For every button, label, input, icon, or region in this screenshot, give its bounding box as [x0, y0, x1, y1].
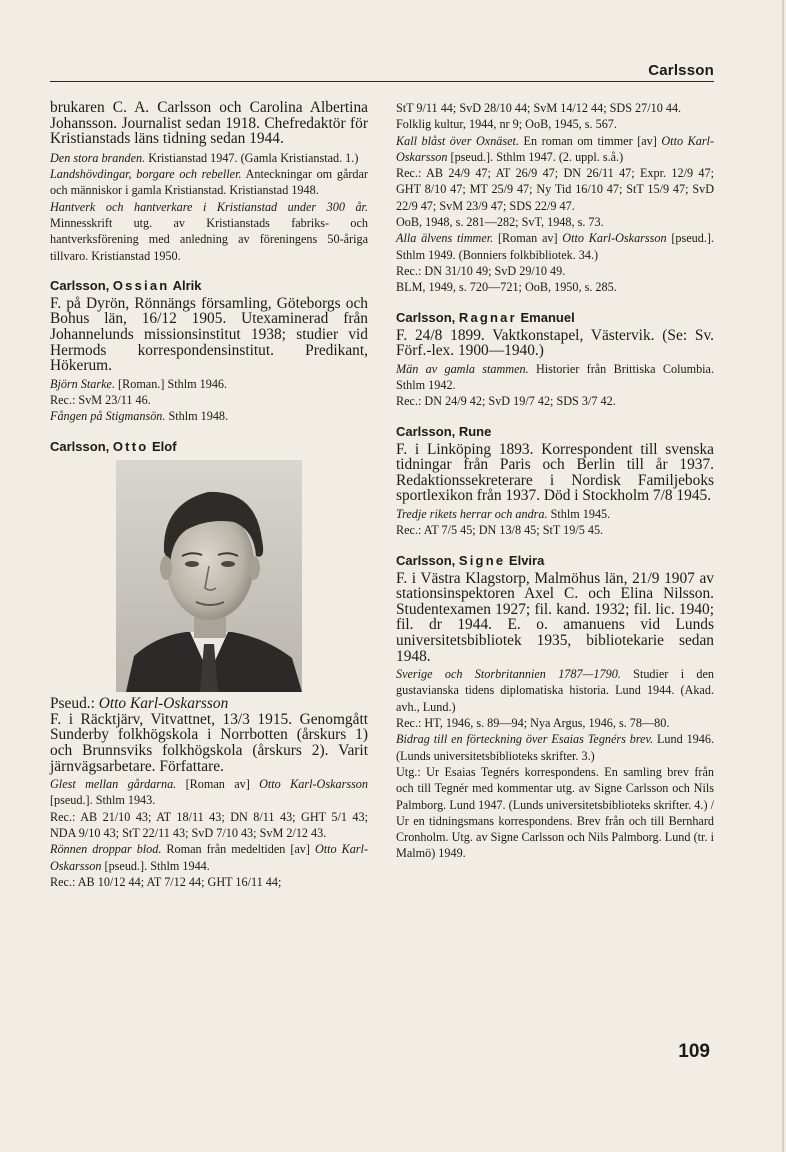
work-entry: Tredje rikets herrar och andra. Sthlm 1945.	[396, 507, 611, 522]
entry-bio: F. i Västra Klagstorp, Malmöhus län, 21/9 1907 av stationsinspektoren Axel C. och Elina Nilsson. Studentexamen 1927; fil. kand. 1932; fil. lic. 1940; fil. dr 1944. E. o. amanuens vid Lunds universitetsbibliotek 1935, bibliotekarie sedan 1948.	[396, 569, 714, 665]
work-entry: Hantverk och hantverkare i Kristianstad under 300 år. Minnesskrift utg. av Kristianstads fabriks- och hantverksförening med anledning av föreningens 50-åriga tillvaro. Kristianstad 1950.	[50, 199, 368, 263]
work-entry: Kall blåst över Oxnäset. En roman om timmer [av] Otto Karl-Oskarsson [pseud.]. Sthlm 1947. (2. uppl. s.å.)	[396, 133, 715, 164]
entry-bio: F. 24/8 1899. Vaktkonstapel, Västervik. (Se: Sv. Förf.-lex. 1900—1940.)	[396, 326, 714, 360]
page-edge	[782, 0, 784, 1152]
review-list: Rec.: AB 21/10 43; AT 18/11 43; DN 8/11 43; GHT 5/1 43; NDA 9/10 43; StT 22/11 43; SvD 7/10 43; SvM 2/12 43.	[50, 809, 368, 840]
header-rule	[50, 81, 714, 82]
work-entry: Män av gamla stammen. Historier från Brittiska Columbia. Sthlm 1942.	[396, 361, 715, 393]
entry-bio: F. i Linköping 1893. Korrespondent till svenska tidningar från Paris och Berlin till år 1937. Redaktionssekreterare i Nordisk Familjeboks sportlexikon från 1937. Död i Stockholm 7/8 1945.	[396, 440, 714, 505]
entry-bio: F. i Räcktjärv, Vitvattnet, 13/3 1915. Genomgått Sunderby folkhögskola i Norrbotten (årskurs 1) och Brunnsviks folkhögskola (årskurs 2). Varit järnvägsarbetare. Författare.	[50, 710, 368, 775]
author-portrait-photo	[116, 460, 302, 692]
review-list: Rec.: AT 7/5 45; DN 13/8 45; StT 19/5 45.	[396, 523, 604, 538]
page-number: 109	[678, 1041, 710, 1062]
review-list: Rec.: AB 24/9 47; AT 26/9 47; DN 26/11 47; Expr. 12/9 47; GHT 8/10 47; MT 25/9 47; Ny Tid 16/10 47; StT 15/9 47; SvD 22/9 47; SvM 23/9 47; SDS 22/9 47.	[396, 166, 714, 213]
entry-heading-otto: Carlsson, Otto Elof	[50, 438, 177, 454]
running-head: Carlsson	[648, 62, 714, 79]
work-entry: Landshövdingar, borgare och rebeller. Anteckningar om gårdar och människor i gamla Kristianstad. Kristianstad 1948.	[50, 167, 368, 198]
review-list: OoB, 1948, s. 281—282; SvT, 1948, s. 73.	[396, 215, 604, 230]
portrait-illustration	[116, 460, 302, 692]
entry-heading-ragnar: Carlsson, Ragnar Emanuel	[396, 309, 575, 325]
entry-heading-signe: Carlsson, Signe Elvira	[396, 552, 545, 568]
left-column	[50, 100, 368, 890]
entry-continuation-bio: brukaren C. A. Carlsson och Carolina Albertina Johansson. Journalist sedan 1918. Chefredaktör för Kristianstads läns tidning sedan 1944.	[50, 99, 368, 148]
work-entry: Den stora branden. Kristianstad 1947. (Gamla Kristianstad. 1.)	[50, 150, 359, 165]
review-list: StT 9/11 44; SvD 28/10 44; SvM 14/12 44; SDS 27/10 44.	[396, 101, 682, 115]
editor-note: Utg.: Ur Esaias Tegnérs korrespondens. En samling brev från och till Tegnér med kommentar utg. av Signe Carlsson och Nils Palmborg. Lund 1947. (Lunds universitetsbiblioteks skrifter. 4.) / Ur en tidningsmans korrespondens. Brev från och till Bernhard Cronholm. Utg. av Signe Carlsson och Nils Palmborg. Lund (tr. i Malmö) 1949.	[396, 764, 714, 861]
entry-heading-ossian: Carlsson, Ossian Alrik	[50, 277, 202, 293]
review-list: Folklig kultur, 1944, nr 9; OoB, 1945, s. 567.	[396, 117, 617, 132]
work-entry: Glest mellan gårdarna. [Roman av] Otto Karl-Oskarsson [pseud.]. Sthlm 1943.	[50, 777, 368, 808]
work-entry: Fången på Stigmansön. Sthlm 1948.	[50, 409, 229, 424]
review-list: BLM, 1949, s. 720—721; OoB, 1950, s. 285.	[396, 280, 617, 295]
right-column	[396, 100, 714, 862]
entry-bio: F. på Dyrön, Rönnängs församling, Göteborgs och Bohus län, 16/12 1905. Utexaminerad från Johannelunds missionsinstitut 1938; studier vid Hermods korrespondensinstitut. Predikant, Hökerum.	[50, 294, 368, 375]
review-list: Rec.: DN 24/9 42; SvD 19/7 42; SDS 3/7 42.	[396, 394, 616, 409]
review-list: Rec.: HT, 1946, s. 89—94; Nya Argus, 1946, s. 78—80.	[396, 716, 670, 731]
review-list: Rec.: AB 10/12 44; AT 7/12 44; GHT 16/11 44;	[50, 874, 282, 889]
work-entry: Alla älvens timmer. [Roman av] Otto Karl-Oskarsson [pseud.]. Sthlm 1949. (Bonniers folkbibliotek. 34.)	[396, 231, 715, 262]
entry-heading-rune: Carlsson, Rune	[396, 423, 492, 439]
pseudonym-line: Pseud.: Otto Karl-Oskarsson	[50, 694, 229, 712]
work-entry: Bidrag till en förteckning över Esaias Tegnérs brev. Lund 1946. (Lunds universitetsbiblioteks skrifter. 3.)	[396, 732, 715, 763]
review-list: Rec.: SvM 23/11 46.	[50, 393, 151, 408]
work-entry: Björn Starke. [Roman.] Sthlm 1946.	[50, 376, 228, 391]
review-list: Rec.: DN 31/10 49; SvD 29/10 49.	[396, 263, 566, 278]
work-entry: Rönnen droppar blod. Roman från medeltiden [av] Otto Karl-Oskarsson [pseud.]. Sthlm 1944.	[50, 842, 368, 873]
work-entry: Sverige och Storbritannien 1787—1790. Studier i den gustavianska tidens diplomatiska historia. Lund 1944. (Akad. avh., Lund.)	[396, 667, 714, 714]
